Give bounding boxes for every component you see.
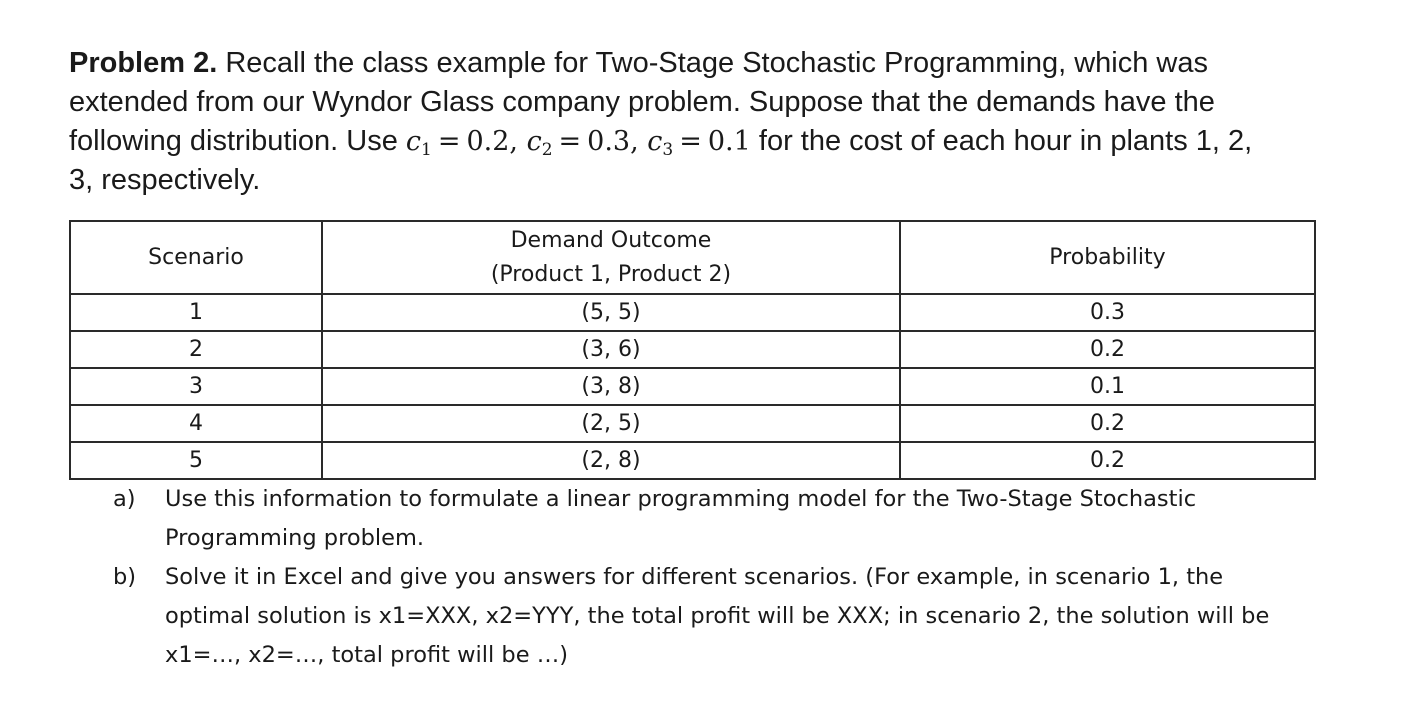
cell-demand: (5, 5): [322, 294, 900, 331]
header-demand-line-1: Demand Outcome: [510, 227, 712, 253]
problem-line-1-text: Recall the class example for Two-Stage Stochastic Programming, which was: [225, 47, 1209, 79]
header-demand-line-2: (Product 1, Product 2): [490, 261, 732, 287]
problem-line-3-start: following distribution. Use: [69, 125, 398, 157]
cell-scenario: 2: [70, 331, 322, 368]
question-parts: [69, 480, 1369, 675]
table-row: [70, 405, 1315, 442]
problem-line-2: extended from our Wyndor Glass company problem. Suppose that the demands have the: [69, 86, 1215, 118]
cell-scenario: 1: [70, 294, 322, 331]
cell-demand: (2, 5): [322, 405, 900, 442]
part-a-line-1: Use this information to formulate a linear programming model for the Two-Stage Stochastic: [165, 486, 1197, 512]
table-row: [70, 294, 1315, 331]
c3-variable: c: [647, 126, 663, 157]
c3-equals: =: [679, 126, 702, 157]
c2-subscript: 2: [541, 140, 553, 160]
part-b: [69, 558, 1369, 675]
problem-line-1: [69, 44, 1329, 83]
cell-demand: (3, 8): [322, 368, 900, 405]
c3-value: 0.1: [707, 126, 751, 157]
c2-equals: =: [558, 126, 582, 157]
demand-distribution-table: [69, 220, 1316, 480]
cell-scenario: 3: [70, 368, 322, 405]
table-header-row: [70, 221, 1315, 294]
cell-scenario: 4: [70, 405, 322, 442]
problem-line-3: [69, 122, 1329, 161]
table-row: [70, 331, 1315, 368]
c1-subscript: 1: [421, 140, 432, 160]
cell-probability: 0.3: [900, 294, 1315, 331]
c3-subscript: 3: [662, 140, 674, 160]
part-a: [69, 480, 1369, 558]
problem-label: Problem 2.: [69, 47, 218, 79]
c1-value: 0.2,: [466, 126, 518, 157]
part-b-line-2: optimal solution is x1=XXX, x2=YYY, the total profit will be XXX; in scenario 2, the solution will be: [165, 603, 1270, 629]
problem-line-3-end: for the cost of each hour in plants 1, 2,: [758, 125, 1253, 157]
table-row: [70, 442, 1315, 479]
c1-variable: c: [405, 126, 422, 157]
cell-probability: 0.2: [900, 405, 1315, 442]
header-scenario: Scenario: [70, 221, 322, 294]
cell-demand: (2, 8): [322, 442, 900, 479]
table-row: [70, 368, 1315, 405]
header-probability: Probability: [900, 221, 1315, 294]
c2-value: 0.3,: [587, 126, 639, 157]
part-b-marker: b): [113, 564, 137, 590]
header-demand-outcome: [322, 221, 900, 294]
problem-line-4: 3, respectively.: [69, 164, 261, 196]
problem-statement: [69, 44, 1329, 200]
c2-variable: c: [526, 126, 542, 157]
part-b-line-1: Solve it in Excel and give you answers for different scenarios. (For example, in scenario 1, the: [165, 564, 1224, 590]
cost-formula: [405, 126, 751, 160]
cell-probability: 0.1: [900, 368, 1315, 405]
part-a-marker: a): [113, 486, 136, 512]
part-a-line-2: Programming problem.: [165, 525, 425, 551]
cell-probability: 0.2: [900, 331, 1315, 368]
c1-equals: =: [437, 126, 461, 157]
cell-demand: (3, 6): [322, 331, 900, 368]
cell-scenario: 5: [70, 442, 322, 479]
part-b-line-3: x1=…, x2=…, total profit will be …): [165, 642, 568, 668]
cell-probability: 0.2: [900, 442, 1315, 479]
